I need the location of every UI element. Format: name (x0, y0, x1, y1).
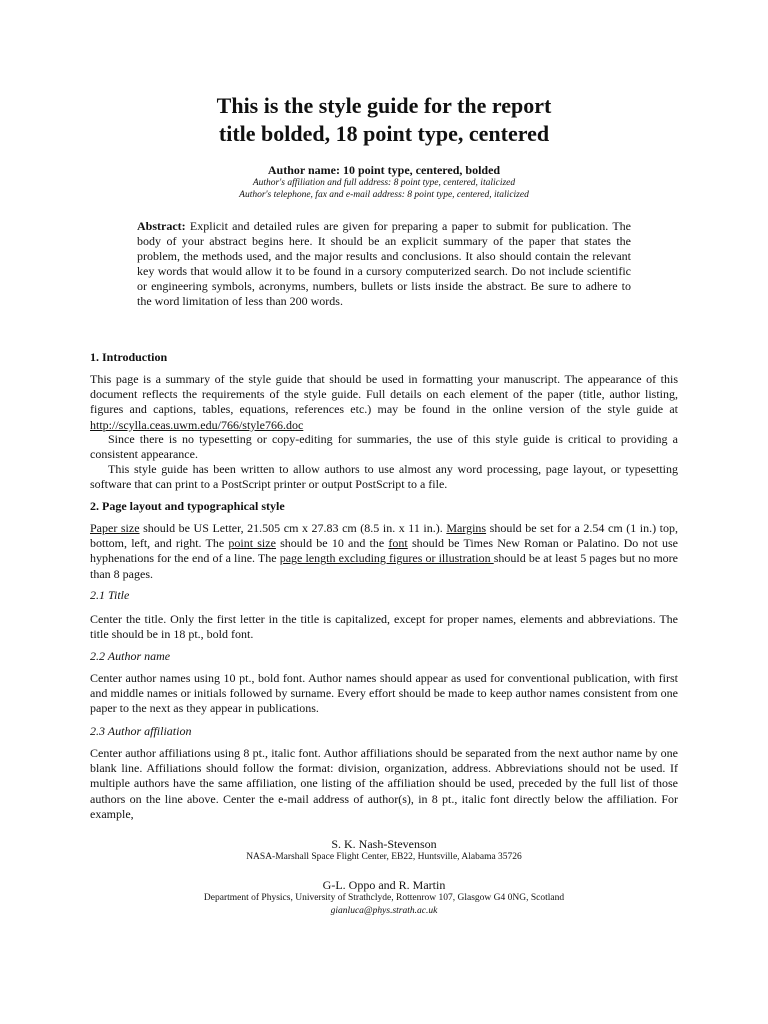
intro-paragraph-3: This style guide has been written to allow authors to use almost any word processing, page layout, or typesetting software that can print to a PostScript printer or output PostScript to a file. (90, 462, 678, 492)
style-guide-link[interactable]: http://scylla.ceas.uwm.edu/766/style766.doc (90, 417, 304, 432)
section-1-heading: 1. Introduction (90, 350, 168, 364)
example-affiliation-1: NASA-Marshall Space Flight Center, EB22, Huntsville, Alabama 35726 (246, 852, 522, 862)
subsection-2-2-heading: 2.2 Author name (90, 649, 171, 663)
example-affiliation-2: Department of Physics, University of Strathclyde, Rottenrow 107, Glasgow G4 0NG, Scotland (203, 893, 565, 903)
intro-paragraph-2: Since there is no typesetting or copy-editing for summaries, the use of this style guide is critical to providing a consistent appearance. (90, 432, 678, 462)
example-author-name-1: S. K. Nash-Stevenson (331, 837, 437, 851)
section-2-heading: 2. Page layout and typographical style (90, 499, 285, 513)
abstract-label: Abstract: (137, 219, 186, 233)
intro-p1-text: This page is a summary of the style guide that should be used in formatting your manuscript. The appearance of this document reflects the requirements of the style guide. Full details on each element of the paper (title, author listing, figures and captions, tables, equations, references etc.) may be found in the online version of the style guide at (90, 372, 678, 417)
point-size-term: point size (228, 536, 276, 551)
subsection-2-1-text: Center the title. Only the first letter in the title is capitalized, except for proper names, elements and abbreviations. The title should be in 18 pt., bold font. (90, 612, 678, 642)
layout-text-3: should be 10 and the (275, 536, 389, 551)
layout-text-2: should be set for a 2.54 cm (1 in.) top, bottom, left, and right. The (90, 521, 678, 551)
intro-paragraph-1 (90, 372, 678, 433)
author-name: Author name: 10 point type, centered, bolded (267, 163, 501, 177)
title-line-1: This is the style guide for the report (216, 93, 552, 118)
example-author-name-2: G-L. Oppo and R. Martin (322, 878, 446, 892)
author-affiliation: Author's affiliation and full address: 8 point type, centered, italicized (252, 178, 516, 188)
layout-paragraph (90, 521, 678, 582)
example-email-2: gianluca@phys.strath.ac.uk (330, 906, 438, 916)
paper-size-term: Paper size (90, 521, 140, 535)
subsection-2-2-text: Center author names using 10 pt., bold font. Author names should appear as used for conventional publication, with first and middle names or initials followed by surname. Every effort should be made to keep author names consistent from one paper to the next as they appear in publications. (90, 671, 678, 716)
subsection-2-1-heading: 2.1 Title (90, 588, 130, 602)
subsection-2-3-heading: 2.3 Author affiliation (90, 724, 192, 738)
subsection-2-3-text: Center author affiliations using 8 pt., italic font. Author affiliations should be separated from the next author name by one blank line. Affiliations should follow the format: division, organization, address. Abbreviations should not be used. If multiple authors have the same affiliation, one listing of the affiliation should be used, preceded by the full list of those authors on the line above. Center the e-mail address of author(s), in 8 pt., italic font directly below the affiliation. For example, (90, 746, 678, 821)
layout-text-1: should be US Letter, 21.505 cm x 27.83 cm (8.5 in. x 11 in.). (139, 521, 447, 535)
layout-text-5: should be at least 5 pages but no more than 8 pages. (90, 551, 678, 581)
layout-text-4: should be Times New Roman or Palatino. Do not use hyphenations for the end of a line. The (90, 536, 679, 566)
font-term: font (388, 536, 408, 551)
author-contact: Author's telephone, fax and e-mail address: 8 point type, centered, italicized (239, 190, 529, 200)
page-length-term: page length excluding figures or illustration (279, 551, 494, 566)
abstract (137, 219, 631, 308)
margins-term: Margins (446, 521, 487, 535)
abstract-text: Explicit and detailed rules are given for preparing a paper to submit for publication. The body of your abstract begins here. It should be an explicit summary of the paper that states the problem, the methods used, and the major results and conclusions. It also should contain the relevant key words that would allow it to be found in a cursory computerized search. Do not include scientific or engineering symbols, acronyms, numbers, bullets or lists inside the abstract. Be sure to adhere to the word limitation of less than 200 words. (137, 219, 631, 308)
report-title (90, 92, 678, 148)
title-line-2: title bolded, 18 point type, centered (218, 121, 550, 146)
